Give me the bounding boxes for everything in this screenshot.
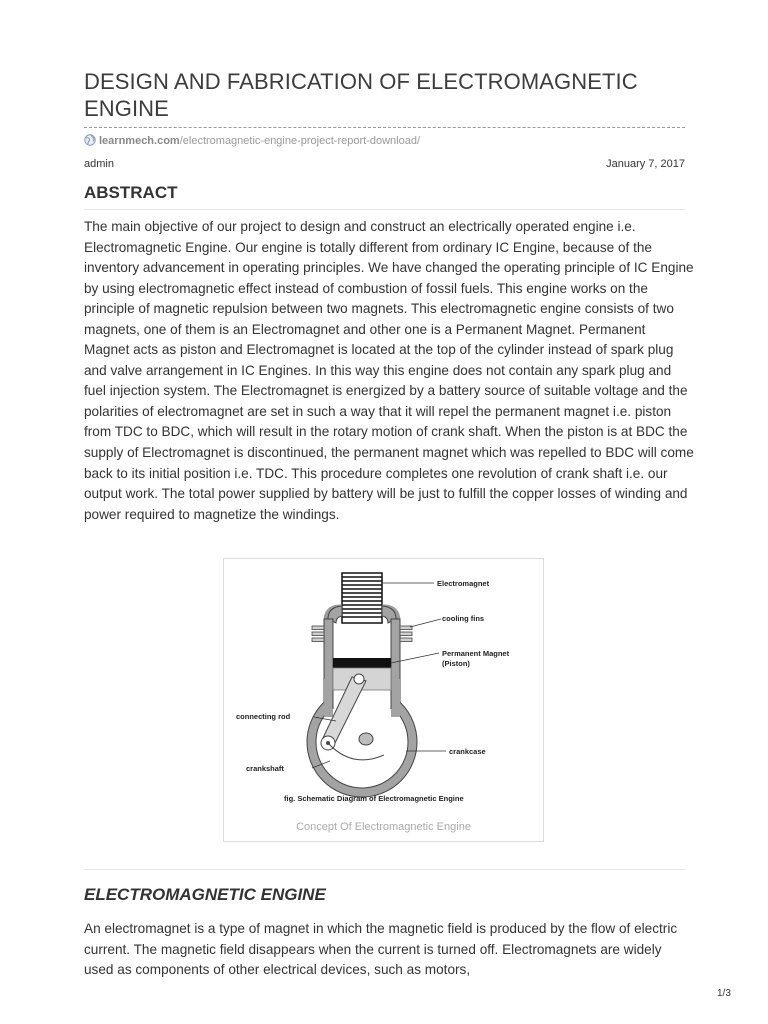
page-number: 1/3 (717, 988, 731, 999)
label-crankshaft: crankshaft (246, 764, 284, 773)
title-divider (84, 127, 685, 128)
source-url[interactable] (84, 134, 420, 148)
engine-figure (223, 558, 544, 842)
electromagnet-coil (342, 573, 382, 623)
globe-icon (84, 134, 96, 150)
figure-caption: Concept Of Electromagnetic Engine (296, 821, 471, 833)
post-meta (84, 157, 685, 171)
source-domain[interactable]: learnmech.com (99, 135, 180, 147)
post-date: January 7, 2017 (606, 158, 685, 170)
source-path[interactable]: /electromagnetic-engine-project-report-download/ (179, 135, 420, 147)
author: admin (84, 158, 114, 170)
label-connecting-rod: connecting rod (236, 712, 291, 721)
figure-title: fig. Schematic Diagram of Electromagnetic Engine (284, 794, 464, 803)
label-permanent-magnet: Permanent Magnet (442, 649, 510, 658)
page-title: DESIGN AND FABRICATION OF ELECTROMAGNETIC ENGINE (84, 69, 638, 121)
label-piston: (Piston) (442, 659, 470, 668)
label-cooling-fins: cooling fins (442, 614, 485, 623)
section-divider (84, 869, 685, 870)
abstract-divider (84, 209, 685, 210)
abstract-paragraph: The main objective of our project to design and construct an electrically operated engine i.e. Electromagnetic Engine. Our engine is totally different from ordinary IC Engine, because of the inventory advancement in operating principles. We have changed the operating principle of IC Engine by using electromagnetic effect instead of combustion of fossil fuels. This engine works on the principle of magnetic repulsion between two magnets. This electromagnetic engine consists of two magnets, one of them is an Electromagnet and other one is a Permanent Magnet. Permanent Magnet acts as piston and Electromagnet is located at the top of the cylinder instead of spark plug and valve arrangement in IC Engines. In this way this engine does not contain any spark plug and fuel injection system. The Electromagnet is energized by a battery source of suitable voltage and the polarities of electromagnet are set in such a way that it will repel the permanent magnet i.e. piston from TDC to BDC, which will result in the rotary motion of crank shaft. When the piston is at BDC the supply of Electromagnet is discontinued, the permanent magnet which was repelled to BDC will come back to its initial position i.e. TDC. This procedure completes one revolution of crank shaft i.e. our output work. The total power supplied by battery will be just to fulfill the copper losses of winding and power required to magnetize the windings. (84, 219, 694, 522)
section-heading: ELECTROMAGNETIC ENGINE (84, 885, 326, 904)
abstract-heading: ABSTRACT (84, 183, 178, 202)
label-electromagnet: Electromagnet (437, 579, 490, 588)
label-crankcase: crankcase (449, 747, 486, 756)
section-paragraph: An electromagnet is a type of magnet in which the magnetic field is produced by the flow of electric current. The magnetic field disappears when the current is turned off. Electromagnets are widely used as components of other electrical devices, such as motors, (84, 921, 678, 978)
engine-schematic (224, 559, 543, 819)
